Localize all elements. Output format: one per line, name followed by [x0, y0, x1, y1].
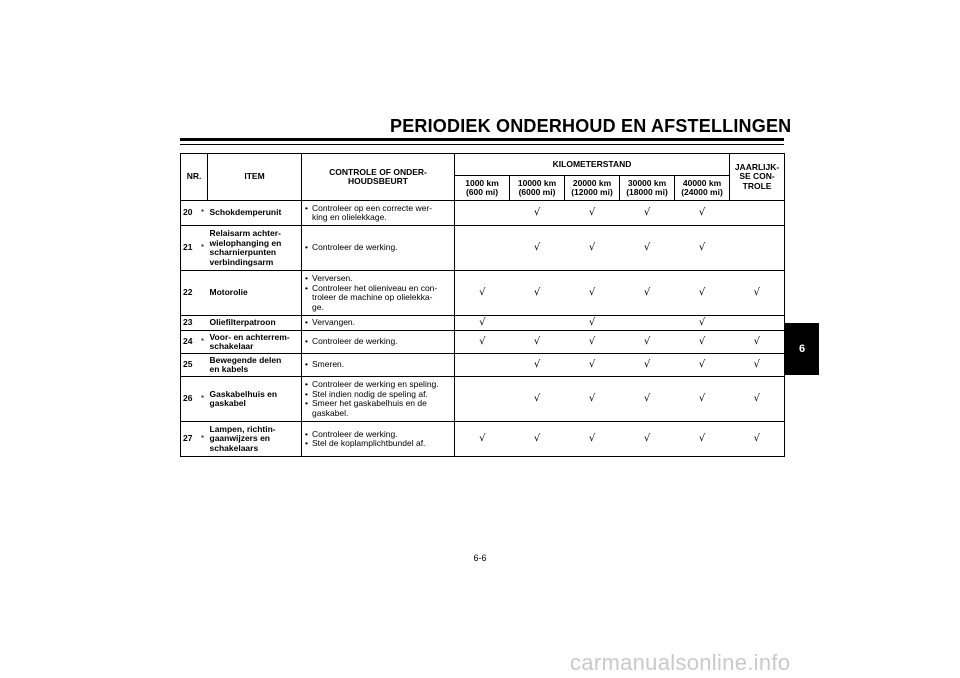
check-mark-icon: √ — [479, 433, 486, 445]
table-row — [181, 331, 785, 354]
control-step: • Controleer op een correcte wer- king en olielekkage. — [305, 204, 451, 223]
control-step: • Stel de koplamplichtbundel af. — [305, 439, 451, 449]
interval-check-cell — [510, 354, 565, 377]
maintenance-table — [180, 153, 785, 457]
row-item: Voor- en achterrem- schakelaar — [208, 331, 302, 354]
check-mark-icon: √ — [753, 393, 760, 405]
interval-check-cell — [510, 422, 565, 457]
header-km-20000: 20000 km (12000 mi) — [565, 176, 620, 201]
row-number: 27 — [181, 422, 198, 457]
interval-check-cell — [675, 354, 730, 377]
interval-check-cell — [620, 201, 675, 226]
interval-check-cell — [620, 422, 675, 457]
check-mark-icon: √ — [698, 359, 706, 371]
interval-check-cell — [565, 422, 620, 457]
dealer-service-asterisk — [198, 271, 208, 316]
check-mark-icon: √ — [533, 336, 541, 348]
interval-check-cell — [620, 331, 675, 354]
interval-check-cell — [565, 271, 620, 316]
check-mark-icon: √ — [698, 287, 706, 299]
row-number: 21 — [181, 226, 198, 271]
row-number: 20 — [181, 201, 198, 226]
row-control — [302, 316, 455, 331]
interval-check-cell — [455, 422, 510, 457]
dealer-service-asterisk: * — [198, 201, 208, 226]
yearly-check-cell — [730, 316, 785, 331]
interval-check-cell — [620, 316, 675, 331]
row-item: Lampen, richtin- gaanwijzers en schakelaars — [208, 422, 302, 457]
row-item: Oliefilterpatroon — [208, 316, 302, 331]
check-mark-icon: √ — [533, 433, 541, 445]
table-row — [181, 201, 785, 226]
yearly-check-cell — [730, 354, 785, 377]
control-step: • Controleer het olieniveau en con- troleer de machine op olielekka- ge. — [305, 284, 451, 313]
check-mark-icon: √ — [643, 433, 651, 445]
check-mark-icon: √ — [643, 287, 651, 299]
row-control — [302, 226, 455, 271]
interval-check-cell — [455, 226, 510, 271]
header-control: CONTROLE OF ONDER- HOUDSBEURT — [302, 154, 455, 201]
check-mark-icon: √ — [588, 287, 596, 299]
check-mark-icon: √ — [753, 336, 760, 348]
yearly-check-cell — [730, 226, 785, 271]
interval-check-cell — [675, 422, 730, 457]
row-control — [302, 331, 455, 354]
check-mark-icon: √ — [588, 336, 596, 348]
yearly-check-cell — [730, 422, 785, 457]
interval-check-cell — [510, 377, 565, 422]
interval-check-cell — [455, 201, 510, 226]
row-item: Bewegende delen en kabels — [208, 354, 302, 377]
check-mark-icon: √ — [588, 317, 596, 329]
header-item: ITEM — [208, 154, 302, 201]
table-row — [181, 377, 785, 422]
dealer-service-asterisk: * — [198, 331, 208, 354]
interval-check-cell — [620, 377, 675, 422]
title-rule — [180, 138, 784, 141]
control-step: • Controleer de werking en speling. — [305, 380, 451, 390]
interval-check-cell — [455, 331, 510, 354]
interval-check-cell — [510, 316, 565, 331]
row-number: 26 — [181, 377, 198, 422]
check-mark-icon: √ — [533, 207, 541, 219]
interval-check-cell — [565, 354, 620, 377]
row-item: Gaskabelhuis en gaskabel — [208, 377, 302, 422]
dealer-service-asterisk — [198, 354, 208, 377]
interval-check-cell — [565, 201, 620, 226]
row-item: Motorolie — [208, 271, 302, 316]
control-step: • Vervangen. — [305, 318, 451, 328]
dealer-service-asterisk: * — [198, 377, 208, 422]
check-mark-icon: √ — [643, 393, 651, 405]
check-mark-icon: √ — [698, 242, 706, 254]
page-title: PERIODIEK ONDERHOUD EN AFSTELLINGEN — [390, 116, 792, 136]
dealer-service-asterisk: * — [198, 226, 208, 271]
interval-check-cell — [565, 226, 620, 271]
check-mark-icon: √ — [588, 207, 596, 219]
check-mark-icon: √ — [533, 242, 541, 254]
interval-check-cell — [675, 271, 730, 316]
control-step: • Smeer het gaskabelhuis en de gaskabel. — [305, 399, 451, 418]
interval-check-cell — [510, 331, 565, 354]
interval-check-cell — [510, 226, 565, 271]
header-km-1000: 1000 km (600 mi) — [455, 176, 510, 201]
interval-check-cell — [455, 316, 510, 331]
title-rule-thin — [180, 144, 784, 145]
header-yearly: JAARLIJK- SE CON- TROLE — [730, 154, 785, 201]
check-mark-icon: √ — [643, 207, 651, 219]
table-row — [181, 226, 785, 271]
row-item: Schokdemperunit — [208, 201, 302, 226]
check-mark-icon: √ — [588, 242, 596, 254]
check-mark-icon: √ — [588, 359, 596, 371]
table-row — [181, 422, 785, 457]
check-mark-icon: √ — [753, 433, 760, 445]
row-number: 22 — [181, 271, 198, 316]
interval-check-cell — [565, 331, 620, 354]
check-mark-icon: √ — [753, 359, 760, 371]
row-control — [302, 377, 455, 422]
control-step: • Controleer de werking. — [305, 430, 451, 440]
interval-check-cell — [675, 331, 730, 354]
check-mark-icon: √ — [533, 359, 541, 371]
header-km-10000: 10000 km (6000 mi) — [510, 176, 565, 201]
check-mark-icon: √ — [479, 336, 486, 348]
interval-check-cell — [510, 271, 565, 316]
interval-check-cell — [565, 377, 620, 422]
check-mark-icon: √ — [698, 393, 706, 405]
check-mark-icon: √ — [643, 336, 651, 348]
row-item: Relaisarm achter- wielophanging en scharnierpunten verbindingsarm — [208, 226, 302, 271]
watermark-logo: carmanualsonline.info — [570, 650, 791, 675]
header-km-group: KILOMETERSTAND — [455, 154, 730, 176]
check-mark-icon: √ — [533, 287, 541, 299]
control-step: • Controleer de werking. — [305, 243, 451, 253]
interval-check-cell — [620, 354, 675, 377]
section-tab[interactable]: 6 — [785, 323, 819, 375]
check-mark-icon: √ — [698, 433, 706, 445]
check-mark-icon: √ — [698, 207, 706, 219]
check-mark-icon: √ — [588, 393, 596, 405]
row-control — [302, 271, 455, 316]
check-mark-icon: √ — [533, 393, 541, 405]
interval-check-cell — [510, 201, 565, 226]
interval-check-cell — [455, 377, 510, 422]
control-step: • Verversen. — [305, 274, 451, 284]
header-km-30000: 30000 km (18000 mi) — [620, 176, 675, 201]
control-step: • Smeren. — [305, 360, 451, 370]
check-mark-icon: √ — [753, 287, 760, 299]
check-mark-icon: √ — [698, 336, 706, 348]
dealer-service-asterisk: * — [198, 422, 208, 457]
row-control — [302, 354, 455, 377]
check-mark-icon: √ — [479, 317, 486, 329]
check-mark-icon: √ — [643, 242, 651, 254]
yearly-check-cell — [730, 271, 785, 316]
interval-check-cell — [675, 316, 730, 331]
interval-check-cell — [620, 271, 675, 316]
interval-check-cell — [675, 226, 730, 271]
row-number: 24 — [181, 331, 198, 354]
check-mark-icon: √ — [698, 317, 706, 329]
yearly-check-cell — [730, 201, 785, 226]
row-number: 25 — [181, 354, 198, 377]
interval-check-cell — [455, 354, 510, 377]
table-row — [181, 271, 785, 316]
control-step: • Controleer de werking. — [305, 337, 451, 347]
dealer-service-asterisk — [198, 316, 208, 331]
check-mark-icon: √ — [588, 433, 596, 445]
yearly-check-cell — [730, 377, 785, 422]
check-mark-icon: √ — [643, 359, 651, 371]
page-number: 6-6 — [473, 553, 487, 563]
header-nr: NR. — [181, 154, 208, 201]
yearly-check-cell — [730, 331, 785, 354]
interval-check-cell — [620, 226, 675, 271]
check-mark-icon: √ — [479, 287, 486, 299]
interval-check-cell — [675, 201, 730, 226]
table-row — [181, 316, 785, 331]
interval-check-cell — [565, 316, 620, 331]
interval-check-cell — [455, 271, 510, 316]
row-control — [302, 422, 455, 457]
header-km-40000: 40000 km (24000 mi) — [675, 176, 730, 201]
control-step: • Stel indien nodig de speling af. — [305, 390, 451, 400]
row-control — [302, 201, 455, 226]
table-row — [181, 354, 785, 377]
row-number: 23 — [181, 316, 198, 331]
interval-check-cell — [675, 377, 730, 422]
